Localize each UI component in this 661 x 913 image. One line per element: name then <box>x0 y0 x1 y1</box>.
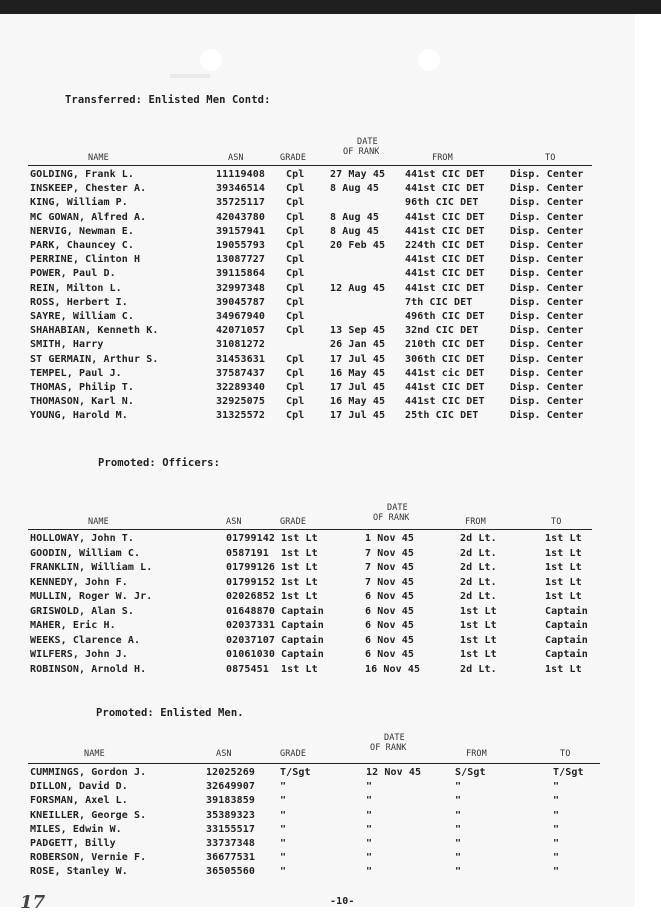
date-of-rank-cell: " <box>366 795 373 807</box>
date-of-rank-cell: 6 Nov 45 <box>365 634 414 646</box>
from-cell: " <box>455 781 462 793</box>
name-cell: POWER, Paul D. <box>30 268 116 280</box>
from-cell: 441st CIC DET <box>405 254 485 266</box>
date-of-rank-cell: " <box>366 781 373 793</box>
table-row <box>0 824 635 836</box>
to-cell: 1st Lt <box>545 663 582 675</box>
asn-cell: 02037107 <box>226 634 275 646</box>
table-row <box>0 533 635 545</box>
grade-cell: " <box>280 838 287 849</box>
from-cell: 441st CIC DET <box>405 282 485 294</box>
name-cell: GOLDING, Frank L. <box>30 169 135 180</box>
asn-cell: 0587191 <box>226 547 269 559</box>
date-of-rank-cell: 7 Nov 45 <box>365 547 414 559</box>
from-cell: 441st CIC DET <box>405 382 485 393</box>
column-header-grade: GRADE <box>280 517 307 527</box>
grade-cell: T/Sgt <box>280 767 311 778</box>
name-cell: CUMMINGS, Gordon J. <box>30 767 147 778</box>
asn-cell: 12025269 <box>206 767 255 778</box>
to-cell: 1st Lt <box>545 562 582 573</box>
from-cell: 7th CIC DET <box>405 296 473 308</box>
name-cell: PARK, Chauncey C. <box>30 240 135 251</box>
to-cell: Disp. Center <box>510 382 584 393</box>
table-row <box>0 268 635 280</box>
asn-cell: 32997348 <box>216 282 265 294</box>
table-row <box>0 767 635 779</box>
grade-cell: Cpl <box>286 282 305 294</box>
to-cell: T/Sgt <box>553 767 584 778</box>
name-cell: ROSE, Stanley W. <box>30 866 128 878</box>
grade-cell: Captain <box>281 605 324 617</box>
date-of-rank-cell: 6 Nov 45 <box>365 649 414 660</box>
asn-cell: 01648870 <box>226 605 275 617</box>
to-cell: Disp. Center <box>510 225 584 237</box>
grade-cell: Captain <box>281 649 324 660</box>
grade-cell: 1st Lt <box>281 663 318 675</box>
name-cell: HOLLOWAY, John T. <box>30 533 135 544</box>
date-of-rank-cell: 8 Aug 45 <box>330 183 379 195</box>
asn-cell: 01061030 <box>226 649 275 660</box>
to-cell: Disp. Center <box>510 367 584 379</box>
table-row <box>0 838 635 850</box>
from-cell: 2d Lt. <box>460 663 497 675</box>
document-page <box>0 14 635 913</box>
asn-cell: 02026852 <box>226 591 275 602</box>
to-cell: Disp. Center <box>510 410 584 422</box>
table-row <box>0 664 635 676</box>
to-cell: " <box>553 838 560 849</box>
to-cell: " <box>553 852 560 864</box>
name-cell: KING, William P. <box>30 197 128 209</box>
date-header-line2: OF RANK <box>343 147 380 157</box>
column-header-name: NAME <box>84 749 105 759</box>
to-cell: Disp. Center <box>510 254 584 266</box>
column-header-asn: ASN <box>216 749 232 759</box>
to-cell: Disp. Center <box>510 197 584 209</box>
from-cell: " <box>455 795 462 807</box>
to-cell: Disp. Center <box>510 240 584 251</box>
table-row <box>0 410 635 422</box>
grade-cell: 1st Lt <box>281 533 318 544</box>
to-cell: Disp. Center <box>510 353 584 365</box>
table-row <box>0 795 635 807</box>
asn-cell: 01799126 <box>226 562 275 573</box>
punch-hole <box>418 49 440 71</box>
from-cell: " <box>455 823 462 835</box>
from-cell: S/Sgt <box>455 767 486 778</box>
to-cell: Captain <box>545 605 588 617</box>
grade-cell: 1st Lt <box>281 562 318 573</box>
date-of-rank-cell: " <box>366 809 373 821</box>
from-cell: 441st cic DET <box>405 367 485 379</box>
section-heading: Transferred: Enlisted Men Contd: <box>65 94 271 106</box>
asn-cell: 33155517 <box>206 823 255 835</box>
date-of-rank-cell: " <box>366 838 373 849</box>
date-of-rank-cell: 12 Nov 45 <box>366 767 422 778</box>
name-cell: SHAHABIAN, Kenneth K. <box>30 325 159 337</box>
header-rule <box>28 763 600 764</box>
from-cell: " <box>455 838 462 849</box>
column-header-from: FROM <box>432 153 453 163</box>
from-cell: 441st CIC DET <box>405 183 485 195</box>
to-cell: Disp. Center <box>510 339 584 351</box>
name-cell: MC GOWAN, Alfred A. <box>30 211 147 223</box>
asn-cell: 35389323 <box>206 809 255 821</box>
asn-cell: 01799142 <box>226 533 275 544</box>
from-cell: 441st CIC DET <box>405 211 485 223</box>
name-cell: YOUNG, Harold M. <box>30 410 128 422</box>
to-cell: 1st Lt <box>545 547 582 559</box>
asn-cell: 32925075 <box>216 396 265 408</box>
date-of-rank-cell: " <box>366 852 373 864</box>
date-of-rank-cell: 16 May 45 <box>330 396 386 408</box>
grade-cell: Cpl <box>286 211 305 223</box>
grade-cell: Cpl <box>286 225 305 237</box>
name-cell: DILLON, David D. <box>30 781 128 793</box>
name-cell: WILFERS, John J. <box>30 649 128 660</box>
handwritten-margin-mark: 17 <box>20 892 46 913</box>
to-cell: " <box>553 795 560 807</box>
name-cell: KENNEDY, John F. <box>30 576 128 588</box>
to-cell: " <box>553 823 560 835</box>
name-cell: MAHER, Eric H. <box>30 620 116 631</box>
column-header-to: TO <box>545 153 556 163</box>
asn-cell: 42043780 <box>216 211 265 223</box>
grade-cell: " <box>280 809 287 821</box>
from-cell: 496th CIC DET <box>405 311 485 322</box>
table-row <box>0 382 635 394</box>
date-of-rank-cell: 8 Aug 45 <box>330 225 379 237</box>
date-of-rank-cell: 12 Aug 45 <box>330 282 386 294</box>
name-cell: ROBERSON, Vernie F. <box>30 852 147 864</box>
to-cell: Disp. Center <box>510 268 584 280</box>
table-row <box>0 591 635 603</box>
date-of-rank-cell: 16 May 45 <box>330 367 386 379</box>
table-row <box>0 325 635 337</box>
column-header-grade: GRADE <box>280 749 307 759</box>
asn-cell: 35725117 <box>216 197 265 209</box>
asn-cell: 32649907 <box>206 781 255 793</box>
name-cell: INSKEEP, Chester A. <box>30 183 147 195</box>
grade-cell: Cpl <box>286 240 305 251</box>
date-of-rank-cell: 8 Aug 45 <box>330 211 379 223</box>
asn-cell: 32289340 <box>216 382 265 393</box>
column-header-from: FROM <box>465 517 486 527</box>
table-row <box>0 635 635 647</box>
asn-cell: 0875451 <box>226 663 269 675</box>
grade-cell: Cpl <box>286 325 305 337</box>
name-cell: ST GERMAIN, Arthur S. <box>30 353 159 365</box>
grade-cell: Cpl <box>286 268 305 280</box>
asn-cell: 31453631 <box>216 353 265 365</box>
date-of-rank-cell: 26 Jan 45 <box>330 339 386 351</box>
asn-cell: 39346514 <box>216 183 265 195</box>
grade-cell: Cpl <box>286 183 305 195</box>
to-cell: Disp. Center <box>510 282 584 294</box>
asn-cell: 34967940 <box>216 311 265 322</box>
from-cell: 441st CIC DET <box>405 225 485 237</box>
from-cell: 441st CIC DET <box>405 396 485 408</box>
table-row <box>0 781 635 793</box>
name-cell: WEEKS, Clarence A. <box>30 634 141 646</box>
header-rule <box>28 165 592 166</box>
from-cell: 1st Lt <box>460 605 497 617</box>
from-cell: 441st CIC DET <box>405 268 485 280</box>
grade-cell: " <box>280 823 287 835</box>
paper-smudge <box>170 74 210 78</box>
date-of-rank-cell: 1 Nov 45 <box>365 533 414 544</box>
table-row <box>0 606 635 618</box>
date-header-line1: DATE <box>387 503 408 513</box>
asn-cell: 19055793 <box>216 240 265 251</box>
column-header-asn: ASN <box>228 153 244 163</box>
from-cell: 1st Lt <box>460 620 497 631</box>
to-cell: Captain <box>545 649 588 660</box>
grade-cell: 1st Lt <box>281 547 318 559</box>
column-header-grade: GRADE <box>280 153 307 163</box>
name-cell: ROBINSON, Arnold H. <box>30 663 147 675</box>
table-row <box>0 620 635 632</box>
to-cell: " <box>553 866 560 878</box>
grade-cell: Captain <box>281 620 324 631</box>
table-row <box>0 577 635 589</box>
table-row <box>0 254 635 266</box>
from-cell: " <box>455 866 462 878</box>
date-header-line2: OF RANK <box>373 513 410 523</box>
grade-cell: " <box>280 852 287 864</box>
name-cell: MULLIN, Roger W. Jr. <box>30 591 153 602</box>
from-cell: 210th CIC DET <box>405 339 485 351</box>
name-cell: THOMAS, Philip T. <box>30 382 135 393</box>
to-cell: Disp. Center <box>510 325 584 337</box>
to-cell: Disp. Center <box>510 169 584 180</box>
asn-cell: 39115864 <box>216 268 265 280</box>
from-cell: " <box>455 809 462 821</box>
column-header-asn: ASN <box>226 517 242 527</box>
column-header-to: TO <box>551 517 562 527</box>
page-number: -10- <box>330 896 355 907</box>
date-of-rank-cell: 17 Jul 45 <box>330 353 386 365</box>
table-row <box>0 339 635 351</box>
grade-cell: 1st Lt <box>281 591 318 602</box>
punch-hole <box>200 49 222 71</box>
asn-cell: 37587437 <box>216 367 265 379</box>
from-cell: 441st CIC DET <box>405 169 485 180</box>
name-cell: FORSMAN, Axel L. <box>30 795 128 807</box>
from-cell: 1st Lt <box>460 634 497 646</box>
table-row <box>0 197 635 209</box>
header-rule <box>28 529 592 530</box>
name-cell: MILES, Edwin W. <box>30 823 122 835</box>
column-header-name: NAME <box>88 153 109 163</box>
window-top-bar <box>0 0 661 14</box>
table-row <box>0 368 635 380</box>
section-heading: Promoted: Enlisted Men. <box>96 707 244 719</box>
date-header-line1: DATE <box>357 137 378 147</box>
date-of-rank-cell: 20 Feb 45 <box>330 240 386 251</box>
grade-cell: Cpl <box>286 367 305 379</box>
date-of-rank-cell: 6 Nov 45 <box>365 605 414 617</box>
to-cell: 1st Lt <box>545 576 582 588</box>
date-of-rank-cell: 17 Jul 45 <box>330 410 386 422</box>
table-row <box>0 212 635 224</box>
to-cell: Captain <box>545 620 588 631</box>
name-cell: GOODIN, William C. <box>30 547 141 559</box>
grade-cell: Captain <box>281 634 324 646</box>
table-row <box>0 169 635 181</box>
asn-cell: 36505560 <box>206 866 255 878</box>
name-cell: ROSS, Herbert I. <box>30 296 128 308</box>
from-cell: 96th CIC DET <box>405 197 479 209</box>
name-cell: NERVIG, Newman E. <box>30 225 135 237</box>
asn-cell: 33737348 <box>206 838 255 849</box>
date-of-rank-cell: 17 Jul 45 <box>330 382 386 393</box>
table-row <box>0 396 635 408</box>
date-header-line1: DATE <box>384 733 405 743</box>
from-cell: 32nd CIC DET <box>405 325 479 337</box>
from-cell: 2d Lt. <box>460 576 497 588</box>
grade-cell: Cpl <box>286 296 305 308</box>
name-cell: TEMPEL, Paul J. <box>30 367 122 379</box>
grade-cell: 1st Lt <box>281 576 318 588</box>
grade-cell: Cpl <box>286 254 305 266</box>
date-of-rank-cell: 16 Nov 45 <box>365 663 421 675</box>
grade-cell: Cpl <box>286 311 305 322</box>
asn-cell: 39045787 <box>216 296 265 308</box>
grade-cell: " <box>280 795 287 807</box>
to-cell: " <box>553 781 560 793</box>
page-right-margin <box>635 14 661 907</box>
table-row <box>0 866 635 878</box>
table-row <box>0 183 635 195</box>
table-row <box>0 311 635 323</box>
section-heading: Promoted: Officers: <box>98 457 221 469</box>
date-of-rank-cell: 27 May 45 <box>330 169 386 180</box>
from-cell: " <box>455 852 462 864</box>
to-cell: Captain <box>545 634 588 646</box>
name-cell: PADGETT, Billy <box>30 838 116 849</box>
date-of-rank-cell: 7 Nov 45 <box>365 562 414 573</box>
asn-cell: 42071057 <box>216 325 265 337</box>
date-header-line2: OF RANK <box>370 743 407 753</box>
to-cell: 1st Lt <box>545 533 582 544</box>
asn-cell: 13087727 <box>216 254 265 266</box>
to-cell: Disp. Center <box>510 211 584 223</box>
table-row <box>0 810 635 822</box>
asn-cell: 39157941 <box>216 225 265 237</box>
from-cell: 224th CIC DET <box>405 240 485 251</box>
asn-cell: 36677531 <box>206 852 255 864</box>
grade-cell: " <box>280 781 287 793</box>
table-row <box>0 852 635 864</box>
name-cell: KNEILLER, George S. <box>30 809 147 821</box>
from-cell: 306th CIC DET <box>405 353 485 365</box>
column-header-to: TO <box>560 749 571 759</box>
asn-cell: 01799152 <box>226 576 275 588</box>
table-row <box>0 240 635 252</box>
grade-cell: Cpl <box>286 382 305 393</box>
to-cell: Disp. Center <box>510 396 584 408</box>
from-cell: 2d Lt. <box>460 591 497 602</box>
grade-cell: " <box>280 866 287 878</box>
asn-cell: 31081272 <box>216 339 265 351</box>
name-cell: THOMASON, Karl N. <box>30 396 135 408</box>
to-cell: Disp. Center <box>510 183 584 195</box>
grade-cell: Cpl <box>286 169 305 180</box>
to-cell: Disp. Center <box>510 311 584 322</box>
date-of-rank-cell: 13 Sep 45 <box>330 325 386 337</box>
grade-cell: Cpl <box>286 396 305 408</box>
date-of-rank-cell: 6 Nov 45 <box>365 620 414 631</box>
to-cell: 1st Lt <box>545 591 582 602</box>
grade-cell: Cpl <box>286 197 305 209</box>
from-cell: 1st Lt <box>460 649 497 660</box>
table-row <box>0 354 635 366</box>
from-cell: 2d Lt. <box>460 533 497 544</box>
table-row <box>0 562 635 574</box>
date-of-rank-cell: 6 Nov 45 <box>365 591 414 602</box>
date-of-rank-cell: 7 Nov 45 <box>365 576 414 588</box>
name-cell: SMITH, Harry <box>30 339 104 351</box>
from-cell: 2d Lt. <box>460 562 497 573</box>
name-cell: GRISWOLD, Alan S. <box>30 605 135 617</box>
table-row <box>0 297 635 309</box>
name-cell: REIN, Milton L. <box>30 282 122 294</box>
name-cell: SAYRE, William C. <box>30 311 135 322</box>
from-cell: 25th CIC DET <box>405 410 479 422</box>
table-row <box>0 548 635 560</box>
date-of-rank-cell: " <box>366 866 373 878</box>
asn-cell: 02037331 <box>226 620 275 631</box>
from-cell: 2d Lt. <box>460 547 497 559</box>
asn-cell: 39183859 <box>206 795 255 807</box>
table-row <box>0 283 635 295</box>
table-row <box>0 226 635 238</box>
table-row <box>0 649 635 661</box>
date-of-rank-cell: " <box>366 823 373 835</box>
column-header-name: NAME <box>88 517 109 527</box>
grade-cell: Cpl <box>286 353 305 365</box>
asn-cell: 31325572 <box>216 410 265 422</box>
name-cell: PERRINE, Clinton H <box>30 254 141 266</box>
column-header-from: FROM <box>466 749 487 759</box>
to-cell: " <box>553 809 560 821</box>
grade-cell: Cpl <box>286 410 305 422</box>
asn-cell: 11119408 <box>216 169 265 180</box>
to-cell: Disp. Center <box>510 296 584 308</box>
name-cell: FRANKLIN, William L. <box>30 562 153 573</box>
